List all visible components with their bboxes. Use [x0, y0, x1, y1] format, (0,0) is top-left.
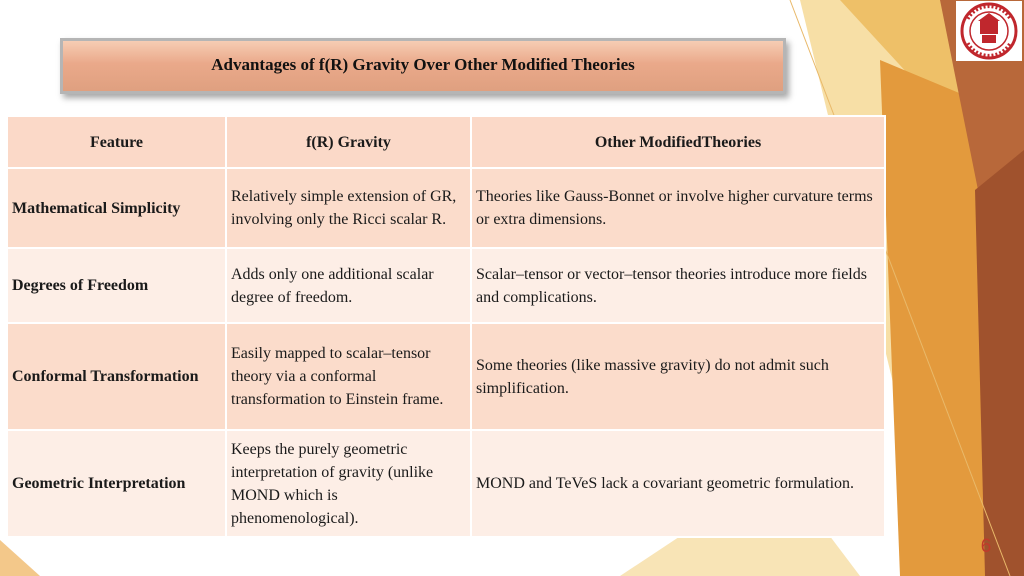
table-row [7, 248, 885, 323]
feature-cell: Degrees of Freedom [7, 248, 226, 323]
header-feature: Feature [7, 116, 226, 168]
header-fr-gravity: f(R) Gravity [226, 116, 471, 168]
other-theories-cell: Theories like Gauss-Bonnet or involve higher curvature terms or extra dimensions. [471, 168, 885, 248]
comparison-table [6, 115, 886, 538]
header-other-theories: Other ModifiedTheories [471, 116, 885, 168]
slide-title-box [60, 38, 786, 94]
table-header-row [7, 116, 885, 168]
slide-title: Advantages of f(R) Gravity Over Other Modified Theories [211, 55, 635, 74]
fr-gravity-cell: Adds only one additional scalar degree of freedom. [226, 248, 471, 323]
other-theories-cell: MOND and TeVeS lack a covariant geometric formulation. [471, 430, 885, 537]
feature-cell: Mathematical Simplicity [7, 168, 226, 248]
feature-cell: Conformal Transformation [7, 323, 226, 430]
table-row [7, 168, 885, 248]
table-row [7, 323, 885, 430]
page-number: 6 [980, 536, 992, 557]
fr-gravity-cell: Easily mapped to scalar–tensor theory via a conformal transformation to Einstein frame. [226, 323, 471, 430]
decor-facet-bottom-left [0, 540, 40, 576]
table-row [7, 430, 885, 537]
other-theories-cell: Some theories (like massive gravity) do not admit such simplification. [471, 323, 885, 430]
other-theories-cell: Scalar–tensor or vector–tensor theories introduce more fields and complications. [471, 248, 885, 323]
university-logo [956, 1, 1022, 61]
fr-gravity-cell: Keeps the purely geometric interpretation of gravity (unlike MOND which is phenomenological). [226, 430, 471, 537]
university-seal-icon [956, 1, 1022, 61]
fr-gravity-cell: Relatively simple extension of GR, involving only the Ricci scalar R. [226, 168, 471, 248]
feature-cell: Geometric Interpretation [7, 430, 226, 537]
